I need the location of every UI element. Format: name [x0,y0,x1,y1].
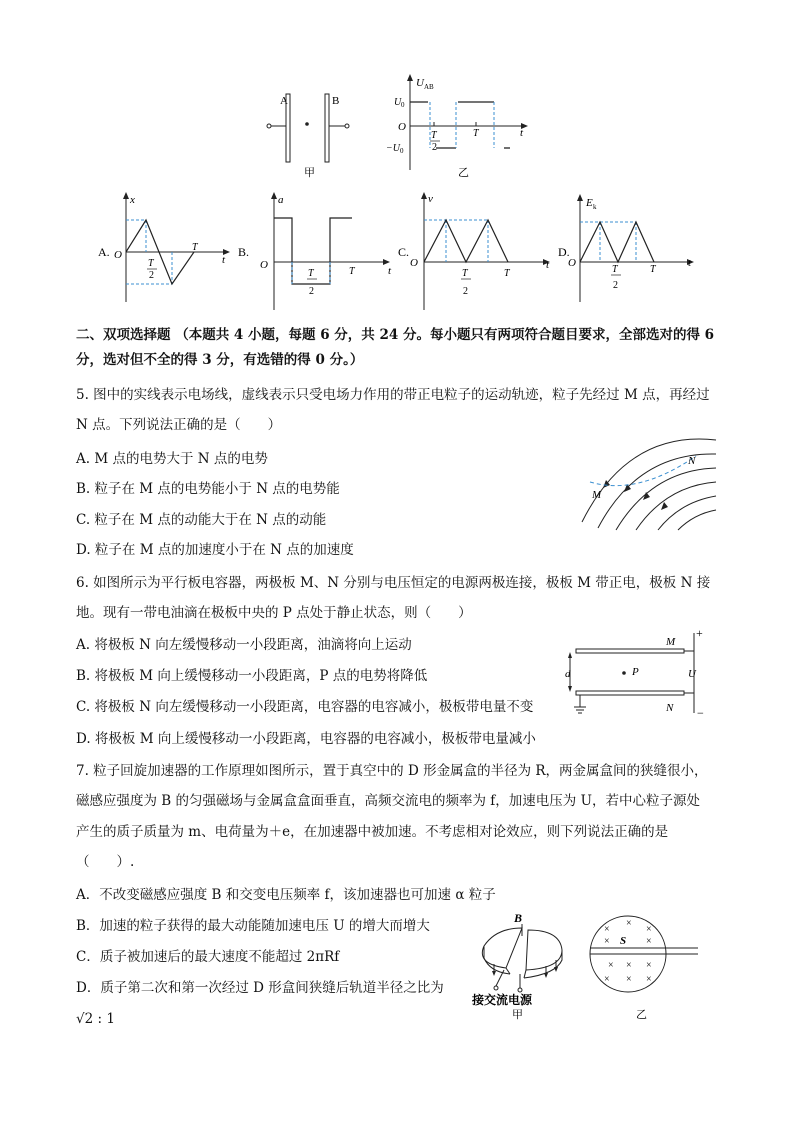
svg-text:×: × [626,918,632,929]
svg-text:T: T [308,268,314,279]
svg-text:B: B [514,911,523,925]
svg-text:T: T [462,268,468,279]
yi-caption-q7: 乙 [636,1009,647,1021]
q7-stem-line1: 7. 粒子回旋加速器的工作原理如图所示，置于真空中的 D 形金属盒的半径为 R，两金属盒间的狭缝很小， [76,763,708,779]
svg-text:v: v [428,193,433,205]
option-graph-d [556,190,706,315]
jia-caption: 甲 [304,167,315,179]
section-heading-line1: 二、双项选择题 （本题共 4 小题，每题 6 分，共 24 分。每小题只有两项符合题目要求，全部选对的得 6 [76,327,715,343]
plate-a-label: A [280,95,288,107]
q7-option-d[interactable]: D．质子第二次和第一次经过 D 形盒间狭缝后轨道半径之比为 [76,980,444,996]
q6-option-c[interactable]: C. 将极板 N 向左缓慢移动一小段距离，电容器的电容减小，极板带电量不变 [76,699,534,715]
svg-text:×: × [646,936,652,947]
svg-text:t: t [688,257,692,269]
q7-option-a[interactable]: A．不改变磁感应强度 B 和交变电压频率 f，该加速器也可加速 α 粒子 [76,887,496,903]
svg-text:2: 2 [149,270,154,281]
svg-text:×: × [626,974,632,985]
q6-n-label: N [666,702,674,714]
svg-text:C.: C. [398,245,410,259]
svg-text:t: t [520,127,524,139]
svg-text:A.: A. [98,245,110,259]
svg-text:0: 0 [400,147,404,155]
q6-stem-line2: 地。现有一带电油滴在极板中央的 P 点处于静止状态，则（ ） [76,605,472,621]
svg-text:d: d [565,668,571,680]
svg-text:×: × [646,974,652,985]
q5-option-a[interactable]: A. M 点的电势大于 N 点的电势 [76,451,268,467]
svg-text:E: E [586,197,593,209]
svg-text:t: t [388,265,392,277]
q6-option-a[interactable]: A. 将极板 N 向左缓慢移动一小段距离，油滴将向上运动 [76,637,412,653]
svg-text:×: × [608,960,614,971]
svg-text:×: × [604,936,610,947]
q6-capacitor-figure [558,625,718,721]
q7-cyclotron-yi [590,908,710,1020]
q5-option-b[interactable]: B. 粒子在 M 点的电势能小于 N 点的电势能 [76,481,340,497]
option-graph-b [236,190,396,315]
q6-p-label: P [632,666,639,678]
svg-text:T: T [612,264,618,275]
option-graph-a [96,190,236,310]
ac-power-label: 接交流电源 [472,993,533,1007]
q7-option-b[interactable]: B．加速的粒子获得的最大动能随加速电压 U 的增大而增大 [76,918,430,934]
svg-text:t: t [546,259,550,271]
svg-text:0: 0 [401,101,405,109]
svg-text:2: 2 [432,142,437,153]
svg-text:x: x [130,194,135,206]
q5-field-line-figure [578,440,718,532]
svg-text:k: k [593,203,597,211]
svg-text:T: T [473,128,479,139]
svg-text:B.: B. [238,245,250,259]
svg-text:t: t [222,254,226,266]
q7-stem-line3: 产生的质子质量为 m、电荷量为＋e，在加速器中被加速。不考虑相对论效应，则下列说法正确的是 [76,824,669,840]
option-graph-c [396,190,556,315]
jia-caption-q7: 甲 [512,1009,523,1021]
q6-m-label: M [666,636,676,648]
svg-text:2: 2 [463,286,468,297]
svg-text:T: T [192,242,198,253]
svg-text:−: − [697,706,704,720]
svg-text:a: a [278,194,284,206]
svg-text:×: × [604,924,610,935]
svg-text:O: O [114,249,122,261]
q5-option-d[interactable]: D. 粒子在 M 点的加速度小于在 N 点的加速度 [76,542,354,558]
svg-text:S: S [620,935,627,947]
svg-text:+: + [696,626,703,640]
section-heading-line2: 分，选对但不全的得 3 分，有选错的得 0 分。） [76,352,364,368]
q5-n-label: N [688,455,696,467]
svg-text:×: × [646,960,652,971]
figure-jia-plates [262,82,362,182]
svg-text:×: × [626,960,632,971]
q5-stem-line1: 5. 图中的实线表示电场线，虚线表示只受电场力作用的带正电粒子的运动轨迹，粒子先经过 M 点，再经过 [76,387,710,403]
q5-option-c[interactable]: C. 粒子在 M 点的动能大于在 N 点的动能 [76,512,327,528]
svg-text:AB: AB [424,83,434,91]
svg-text:U: U [394,97,402,108]
svg-text:O: O [260,259,268,271]
q5-stem-line2: N 点。下列说法正确的是（ ） [76,417,282,433]
svg-text:O: O [410,257,418,269]
svg-text:D.: D. [558,245,570,259]
svg-text:T: T [650,264,656,275]
svg-text:T: T [349,266,355,277]
svg-text:T: T [148,258,154,269]
svg-text:×: × [604,974,610,985]
svg-text:×: × [646,924,652,935]
q7-option-c[interactable]: C．质子被加速后的最大速度不能超过 2πRf [76,949,340,965]
svg-text:O: O [568,257,576,269]
q6-stem-line1: 6. 如图所示为平行板电容器，两极板 M、N 分别与电压恒定的电源两极连接，极板 M 带正电，极板 N 接 [76,575,711,591]
uab-label: U [416,77,424,89]
q7-stem-line4: （ ）. [76,854,135,870]
q5-m-label: M [592,489,602,501]
svg-text:T: T [504,268,510,279]
q7-stem-line2: 磁感应强度为 B 的匀强磁场与金属盒盒面垂直，高频交流电的频率为 f，加速电压为 U，若中心粒子源处 [76,793,700,809]
q7-cyclotron-jia [466,908,586,1021]
plate-b-label: B [332,95,340,107]
svg-text:O: O [398,121,406,133]
q6-option-b[interactable]: B. 将极板 M 向上缓慢移动一小段距离，P 点的电势将降低 [76,668,428,684]
q7-option-d-cont: √2 : 1 [76,1011,115,1027]
svg-text:−U: −U [386,143,400,154]
yi-caption: 乙 [458,167,469,179]
svg-text:2: 2 [613,280,618,291]
q6-option-d[interactable]: D. 将极板 M 向上缓慢移动一小段距离，电容器的电容减小，极板带电量减小 [76,731,536,747]
svg-text:2: 2 [309,286,314,297]
svg-text:T: T [431,130,437,141]
svg-text:U: U [688,668,696,680]
figure-yi-voltage [386,72,540,182]
